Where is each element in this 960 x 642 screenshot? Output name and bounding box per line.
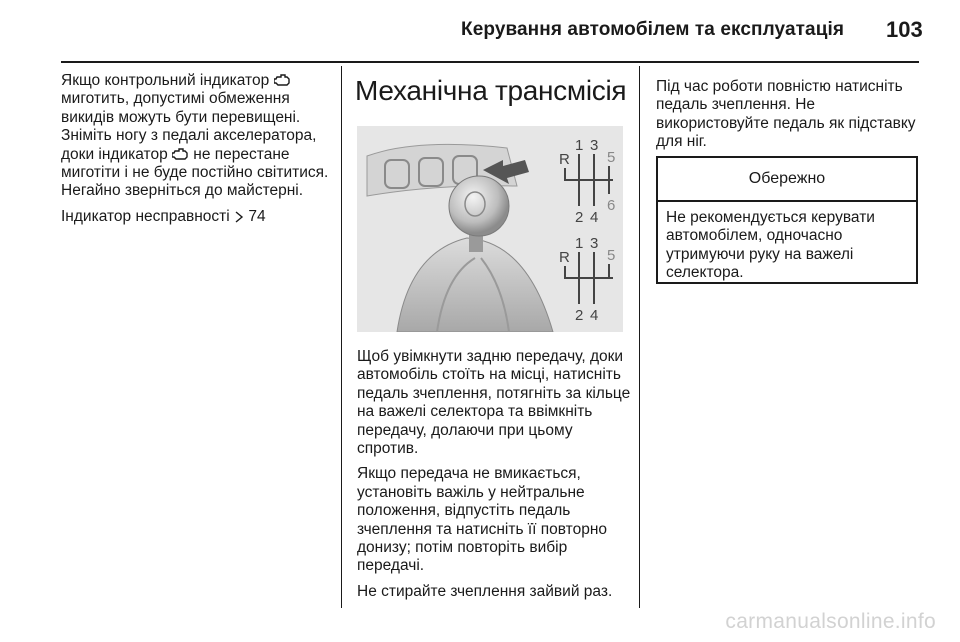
column-2 (357, 348, 633, 608)
clutch-pedal-paragraph: Під час роботи повністю натисніть педаль зчеплення. Не використовуйте педаль як підставку для ніг. (656, 78, 916, 151)
svg-text:R: R (559, 151, 570, 168)
svg-text:5: 5 (607, 247, 616, 264)
svg-text:3: 3 (590, 137, 599, 154)
svg-text:2: 2 (575, 209, 584, 226)
svg-text:1: 1 (575, 137, 584, 154)
malfunction-reference: Індикатор несправності 74 (61, 207, 266, 225)
svg-text:6: 6 (607, 197, 616, 214)
header-title: Керування автомобілем та експлуатація (461, 19, 845, 40)
page-reference-icon (234, 211, 244, 223)
svg-text:R: R (559, 249, 570, 266)
watermark: carmanualsonline.info (725, 610, 936, 633)
indicator-paragraph: Якщо контрольний індикатор миготить, допустимі обмеження викидів можуть бути перевищені. Зніміть ногу з педалі акселератора, доки індикатор не перестане миготіти і не буде постійно світитися. Негайно зверніться до майстерні. (61, 72, 329, 200)
svg-text:2: 2 (575, 307, 584, 324)
header-rule (61, 61, 919, 63)
engine-check-icon (172, 147, 189, 161)
caution-body: Не рекомендується керувати автомобілем, одночасно утримуючи руку на важелі селектора. (666, 209, 875, 282)
column-divider (341, 66, 342, 608)
clutch-wear-paragraph: Не стирайте зчеплення зайвий раз. (357, 582, 613, 600)
column-divider (639, 66, 640, 608)
svg-text:4: 4 (590, 307, 599, 324)
reverse-gear-paragraph: Щоб увімкнути задню передачу, доки автомобіль стоїть на місці, натисніть педаль зчеплення, потягніть за кільце на важелі селектора та ввімкніть передачу, долаючи при цьому спротив. (357, 348, 631, 458)
column-1 (61, 72, 337, 233)
section-title: Механічна трансмісія (355, 75, 627, 106)
svg-text:4: 4 (590, 209, 599, 226)
column-3 (656, 78, 920, 159)
gear-shift-illustration (357, 126, 623, 332)
caution-title: Обережно (658, 158, 916, 202)
gear-not-engaging-paragraph: Якщо передача не вмикається, установіть важіль у нейтральне положення, відпустіть педаль зчеплення та натисніть її повторно донизу; потім повторіть вибір передачі. (357, 465, 608, 575)
page-number: 103 (886, 17, 923, 42)
svg-text:5: 5 (607, 149, 616, 166)
reference-page[interactable]: 74 (248, 207, 266, 225)
svg-text:3: 3 (590, 235, 599, 252)
caution-box (656, 156, 918, 284)
svg-text:1: 1 (575, 235, 584, 252)
engine-check-icon (274, 73, 291, 87)
